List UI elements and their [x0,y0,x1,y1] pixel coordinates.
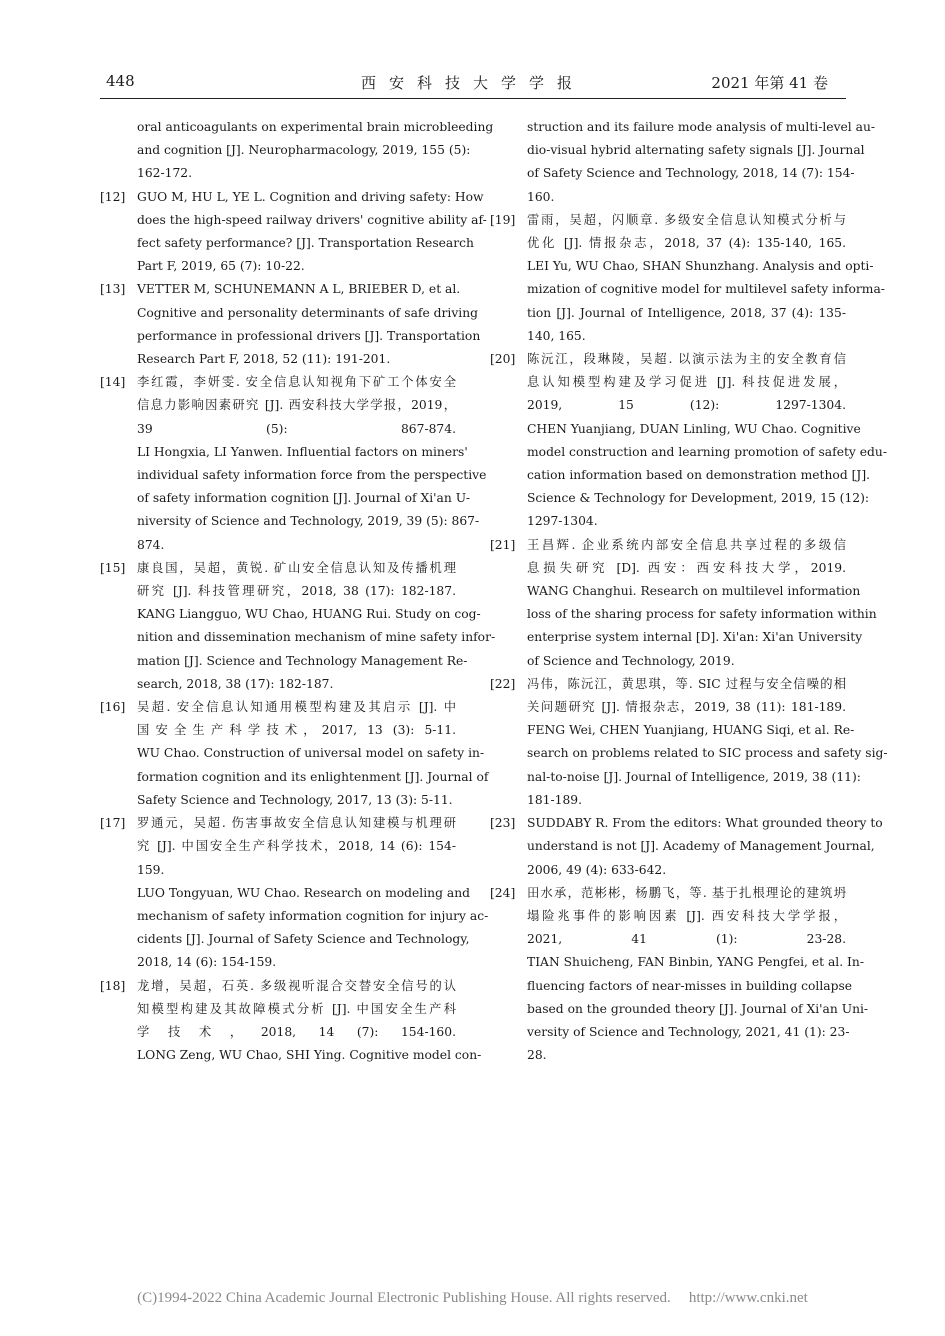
reference-line: Safety Science and Technology, 2017, 13 (3): 5-11. [137,792,453,807]
reference-line: search, 2018, 38 (17): 182-187. [137,676,334,691]
reference-line: 39 (5): 867-874. [137,421,456,436]
reference-number: [12] [100,189,126,204]
reference-line: 究 [J]. 中国安全生产科学技术，2018, 14 (6): 154- [137,839,456,854]
copyright-footer [0,1290,945,1307]
running-header [100,70,846,99]
reference-line: Research Part F, 2018, 52 (11): 191-201. [137,352,391,367]
reference-entry [490,673,888,812]
reference-line: cidents [J]. Journal of Safety Science and Technology, [137,932,470,947]
reference-line: tion [J]. Journal of Intelligence, 2018, 37 (4): 135- [527,305,846,320]
reference-line: SUDDABY R. From the editors: What grounded theory to [527,816,883,831]
reference-line: and cognition [J]. Neuropharmacology, 2019, 155 (5): [137,143,471,158]
reference-line: 181-189. [527,792,583,807]
reference-line: cation information based on demonstration method [J]. [527,468,871,483]
reference-line: 优化 [J]. 情报杂志，2018, 37 (4): 135-140, 165. [527,236,846,251]
reference-number: [23] [490,816,516,831]
reference-line: 雷雨，吴超，闪顺章. 多级安全信息认知模式分析与 [527,212,846,227]
reference-line: 王昌辉. 企业系统内部安全信息共享过程的多级信 [527,537,846,552]
reference-line: of Science and Technology, 2019. [527,653,735,668]
reference-entry [100,371,487,557]
reference-number: [21] [490,537,516,552]
reference-line: CHEN Yuanjiang, DUAN Linling, WU Chao. Cognitive [527,421,861,436]
reference-line: mization of cognitive model for multilevel safety informa- [527,282,885,297]
reference-entry [490,534,877,673]
reference-entry [100,116,494,186]
reference-number: [17] [100,816,126,831]
reference-line: struction and its failure mode analysis of multi-level au- [527,120,876,134]
reference-entry [100,278,481,371]
reference-line: 信息力影响因素研究 [J]. 西安科技大学学报，2019， [137,398,456,413]
reference-line: nition and dissemination mechanism of mine safety infor- [137,630,496,645]
reference-line: LONG Zeng, WU Chao, SHI Ying. Cognitive model con- [137,1048,482,1063]
reference-number: [22] [490,676,516,691]
page-number: 448 [106,72,135,90]
reference-line: mation [J]. Science and Technology Management Re- [137,653,468,668]
reference-line: 罗通元，吴超. 伤害事故安全信息认知建模与机理研 [137,816,456,831]
reference-line: niversity of Science and Technology, 2019, 39 (5): 867- [137,514,480,529]
reference-line: 息认知模型构建及学习促进 [J]. 科技促进发展， [527,375,846,390]
reference-line: GUO M, HU L, YE L. Cognition and driving safety: How [137,189,484,204]
reference-line: dio-visual hybrid alternating safety signals [J]. Journal [527,143,865,158]
reference-line: KANG Liangguo, WU Chao, HUANG Rui. Study on cog- [137,607,481,622]
reference-line: 国安全生产科学技术，2017, 13 (3): 5-11. [137,723,456,738]
reference-line: 162-172. [137,166,193,181]
reference-line: Cognitive and personality determinants of safe driving [137,305,478,320]
reference-line: of Safety Science and Technology, 2018, 14 (7): 154- [527,166,855,181]
reference-line: 龙增，吴超，石英. 多级视听混合交替安全信号的认 [137,978,456,993]
reference-line: individual safety information force from the perspective [137,468,487,483]
reference-column-right [490,116,888,1067]
reference-line: mechanism of safety information cognition for injury ac- [137,908,489,923]
reference-line: 知模型构建及其故障模式分析 [J]. 中国安全生产科 [137,1001,456,1016]
reference-entry [100,975,482,1068]
reference-line: LI Hongxia, LI Yanwen. Influential factors on miners' [137,444,468,459]
reference-line: 康良国，吴超，黄锐. 矿山安全信息认知及传播机理 [137,560,456,575]
volume-label: 2021 年第 41 卷 [711,74,828,92]
reference-line: 塌险兆事件的影响因素 [J]. 西安科技大学学报， [527,908,846,923]
reference-line: 2019, 15 (12): 1297-1304. [527,398,846,413]
reference-line: 陈沅江，段琳陵，吴超. 以演示法为主的安全教育信 [527,352,846,367]
reference-line: 874. [137,537,165,552]
reference-number: [14] [100,375,126,390]
reference-line: 1297-1304. [527,514,598,529]
reference-line: does the high-speed railway drivers' cognitive ability af- [137,212,487,227]
cnki-url-link[interactable]: http://www.cnki.net [688,1290,808,1306]
reference-number: [13] [100,282,126,297]
reference-entry [100,557,496,696]
journal-title: 西安科技大学学报 [360,74,585,92]
reference-line: WU Chao. Construction of universal model on safety in- [137,746,485,761]
reference-line: 160. [527,189,555,204]
reference-line: search on problems related to SIC process and safety sig- [527,746,888,761]
reference-line: 吴超. 安全信息认知通用模型构建及其启示 [J]. 中 [137,700,456,715]
reference-entry [100,186,487,279]
reference-line: 2021, 41 (1): 23-28. [527,932,846,947]
reference-line: 学技术，2018, 14 (7): 154-160. [137,1024,456,1039]
reference-line: oral anticoagulants on experimental brain microbleeding [137,120,494,134]
reference-line: LEI Yu, WU Chao, SHAN Shunzhang. Analysis and opti- [527,259,874,274]
reference-line: based on the grounded theory [J]. Journal of Xi'an Uni- [527,1001,869,1016]
reference-line: 田水承，范彬彬，杨鹏飞，等. 基于扎根理论的建筑坍 [527,885,846,900]
reference-line: versity of Science and Technology, 2021, 41 (1): 23- [527,1024,850,1039]
reference-line: 140, 165. [527,328,586,343]
reference-line: model construction and learning promotion of safety edu- [527,444,887,459]
reference-line: VETTER M, SCHUNEMANN A L, BRIEBER D, et al. [137,282,461,297]
reference-line: loss of the sharing process for safety information within [527,607,877,622]
reference-number: [15] [100,560,126,575]
reference-entry [490,209,885,348]
reference-line: understand is not [J]. Academy of Management Journal, [527,839,875,854]
reference-line: 2006, 49 (4): 633-642. [527,862,667,877]
copyright-text: (C)1994-2022 China Academic Journal Electronic Publishing House. All rights reserved. [137,1290,671,1306]
reference-entry [490,812,883,882]
reference-entry [490,348,887,534]
reference-line: fluencing factors of near-misses in building collapse [527,978,853,993]
reference-line: LUO Tongyuan, WU Chao. Research on modeling and [137,885,470,900]
reference-line: Science & Technology for Development, 2019, 15 (12): [527,491,870,506]
reference-line: 关问题研究 [J]. 情报杂志，2019, 38 (11): 181-189. [527,700,846,715]
reference-line: formation cognition and its enlightenment [J]. Journal of [137,769,489,784]
reference-number: [20] [490,352,516,367]
reference-column-left [100,116,496,1067]
reference-line: 研究 [J]. 科技管理研究，2018, 38 (17): 182-187. [137,584,456,599]
reference-line: 2018, 14 (6): 154-159. [137,955,277,970]
reference-line: nal-to-noise [J]. Journal of Intelligence, 2019, 38 (11): [527,769,861,784]
reference-line: 冯伟，陈沅江，黄思琪，等. SIC 过程与安全信噪的相 [527,676,846,691]
reference-line: WANG Changhui. Research on multilevel information [527,584,861,599]
reference-line: 李红霞，李妍雯. 安全信息认知视角下矿工个体安全 [137,375,456,390]
reference-entry [490,882,869,1068]
reference-entry [490,116,876,209]
reference-entry [100,812,489,974]
reference-line: TIAN Shuicheng, FAN Binbin, YANG Pengfei, et al. In- [527,955,864,970]
reference-number: [16] [100,700,126,715]
reference-entry [100,696,489,812]
reference-line: 息损失研究 [D]. 西安：西安科技大学，2019. [527,560,846,575]
reference-line: 159. [137,862,165,877]
reference-number: [19] [490,212,516,227]
reference-line: enterprise system internal [D]. Xi'an: Xi'an University [527,630,863,645]
reference-line: Part F, 2019, 65 (7): 10-22. [137,259,305,274]
reference-line: 28. [527,1048,547,1063]
reference-line: of safety information cognition [J]. Journal of Xi'an U- [137,491,470,506]
reference-line: fect safety performance? [J]. Transportation Research [137,236,474,251]
reference-line: FENG Wei, CHEN Yuanjiang, HUANG Siqi, et al. Re- [527,723,855,738]
reference-line: performance in professional drivers [J]. Transportation [137,328,481,343]
reference-number: [24] [490,885,516,900]
reference-number: [18] [100,978,126,993]
